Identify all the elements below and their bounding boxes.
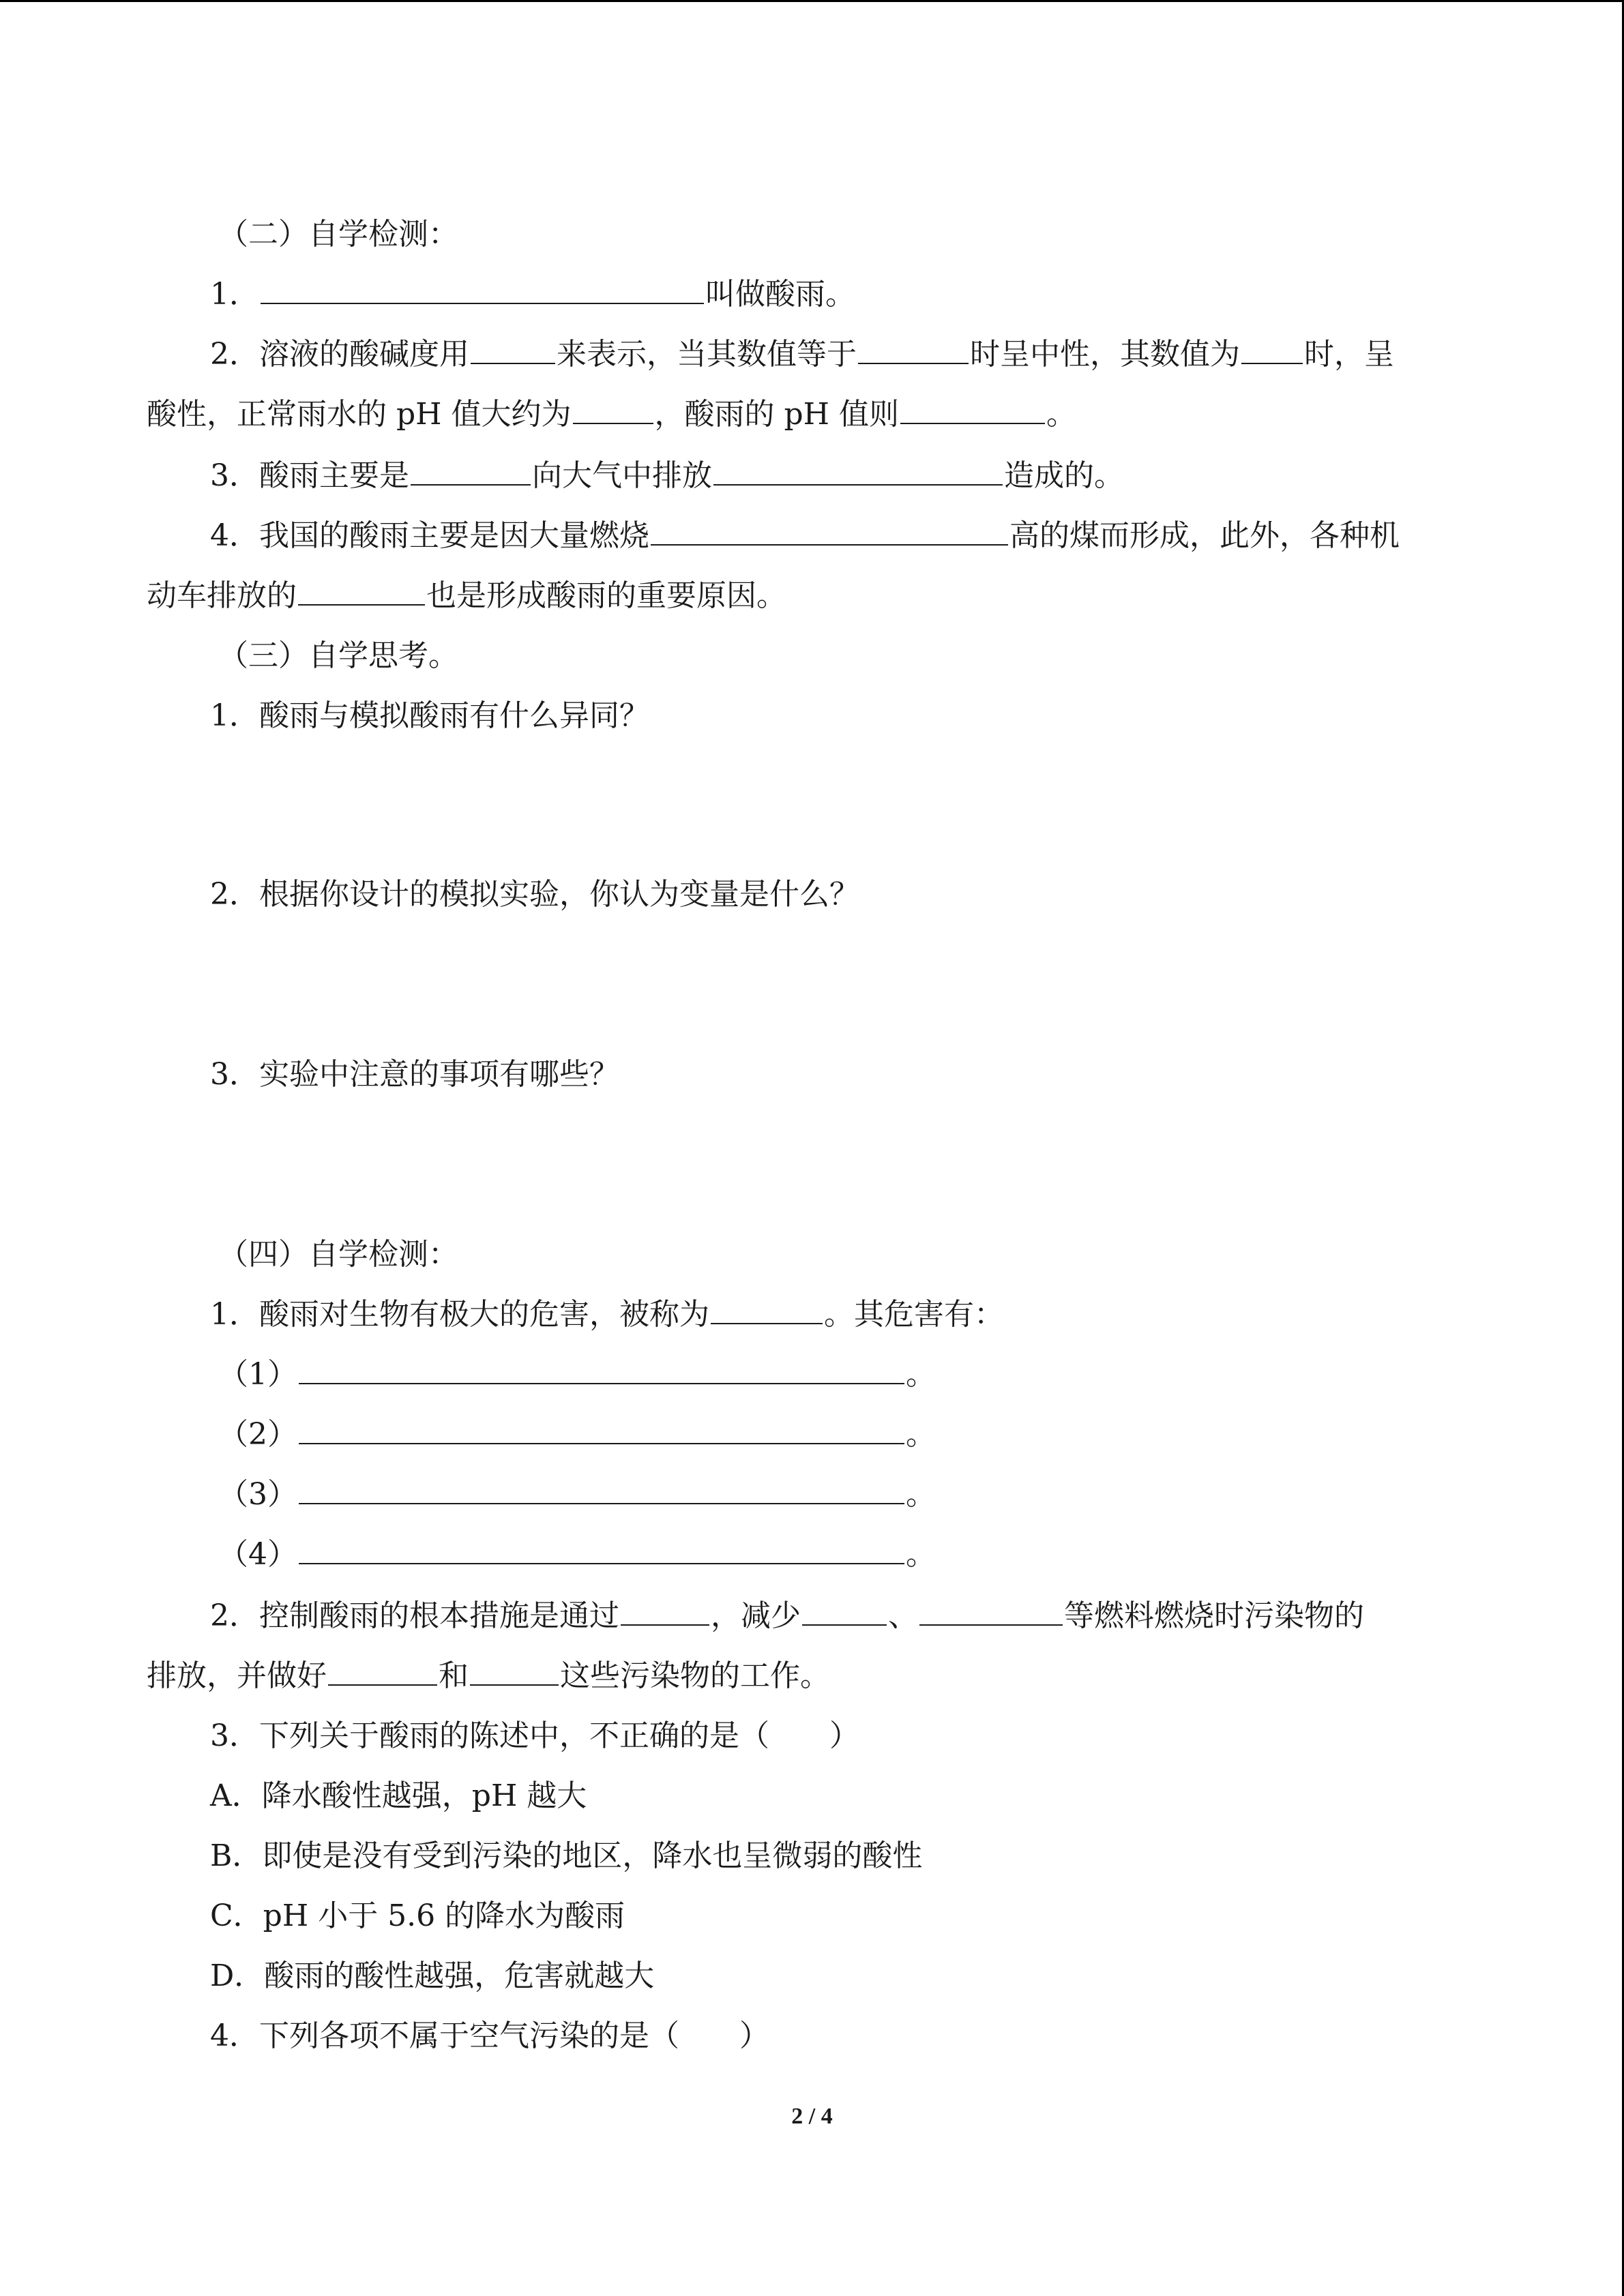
harm-item-3: （3） 。 bbox=[218, 1477, 936, 1512]
question-2-3: 3．酸雨主要是 向大气中排放 造成的。 bbox=[210, 458, 1124, 493]
question-3-3: 3．实验中注意的事项有哪些？ bbox=[210, 1057, 619, 1092]
harm-item-2: （2） 。 bbox=[218, 1417, 936, 1452]
question-4-2: 2．控制酸雨的根本措施是通过 ，减少 、 等燃料燃烧时污染物的 bbox=[210, 1598, 1364, 1633]
blank[interactable] bbox=[411, 457, 531, 486]
blank[interactable] bbox=[328, 1657, 437, 1686]
harm-item-1: （1） 。 bbox=[218, 1357, 936, 1392]
page-number: 2 / 4 bbox=[791, 2104, 833, 2129]
harm-item-4: （4） 。 bbox=[218, 1537, 936, 1572]
blank[interactable] bbox=[919, 1597, 1063, 1626]
blank[interactable] bbox=[470, 1657, 559, 1686]
blank[interactable] bbox=[573, 396, 653, 424]
blank[interactable] bbox=[900, 396, 1045, 424]
question-4-3: 3．下列关于酸雨的陈述中，不正确的是（ ） bbox=[210, 1718, 859, 1753]
blank[interactable] bbox=[299, 1536, 904, 1564]
option-c: C．pH 小于 5.6 的降水为酸雨 bbox=[210, 1898, 625, 1933]
blank[interactable] bbox=[1241, 336, 1303, 364]
section-heading-3: （三）自学思考。 bbox=[218, 638, 458, 673]
question-4-4: 4．下列各项不属于空气污染的是（ ） bbox=[210, 2018, 769, 2053]
question-2-2: 2．溶液的酸碱度用 来表示，当其数值等于 时呈中性，其数值为 时，呈 bbox=[210, 337, 1394, 372]
blank[interactable] bbox=[299, 1416, 904, 1444]
option-a: A．降水酸性越强，pH 越大 bbox=[210, 1778, 587, 1813]
question-2-2-cont: 酸性，正常雨水的 pH 值大约为 ，酸雨的 pH 值则 。 bbox=[147, 397, 1077, 432]
question-2-4-cont: 动车排放的 也是形成酸雨的重要原因。 bbox=[147, 578, 786, 613]
blank[interactable] bbox=[802, 1597, 887, 1626]
section-heading-2: （二）自学检测： bbox=[218, 217, 458, 252]
option-b: B．即使是没有受到污染的地区，降水也呈微弱的酸性 bbox=[210, 1838, 923, 1873]
blank[interactable] bbox=[651, 517, 1008, 546]
blank[interactable] bbox=[713, 457, 1003, 486]
section-heading-4: （四）自学检测： bbox=[218, 1237, 458, 1272]
option-d: D．酸雨的酸性越强，危害就越大 bbox=[210, 1958, 655, 1993]
blank[interactable] bbox=[471, 336, 555, 364]
blank[interactable] bbox=[299, 1476, 904, 1504]
page-border-top bbox=[0, 0, 1624, 2]
question-2-1: 1． 叫做酸雨。 bbox=[210, 277, 855, 312]
question-4-1: 1．酸雨对生物有极大的危害，被称为 。其危害有： bbox=[210, 1297, 1004, 1332]
question-3-1: 1．酸雨与模拟酸雨有什么异同？ bbox=[210, 698, 649, 733]
question-4-2-cont: 排放，并做好 和 这些污染物的工作。 bbox=[147, 1658, 830, 1693]
question-2-4: 4．我国的酸雨主要是因大量燃烧 高的煤而形成，此外，各种机 bbox=[210, 518, 1400, 553]
blank[interactable] bbox=[621, 1597, 709, 1626]
blank[interactable] bbox=[711, 1296, 823, 1324]
blank[interactable] bbox=[299, 1356, 904, 1384]
blank[interactable] bbox=[261, 275, 704, 304]
blank[interactable] bbox=[298, 577, 425, 606]
question-3-2: 2．根据你设计的模拟实验，你认为变量是什么？ bbox=[210, 877, 859, 912]
blank[interactable] bbox=[858, 336, 969, 364]
